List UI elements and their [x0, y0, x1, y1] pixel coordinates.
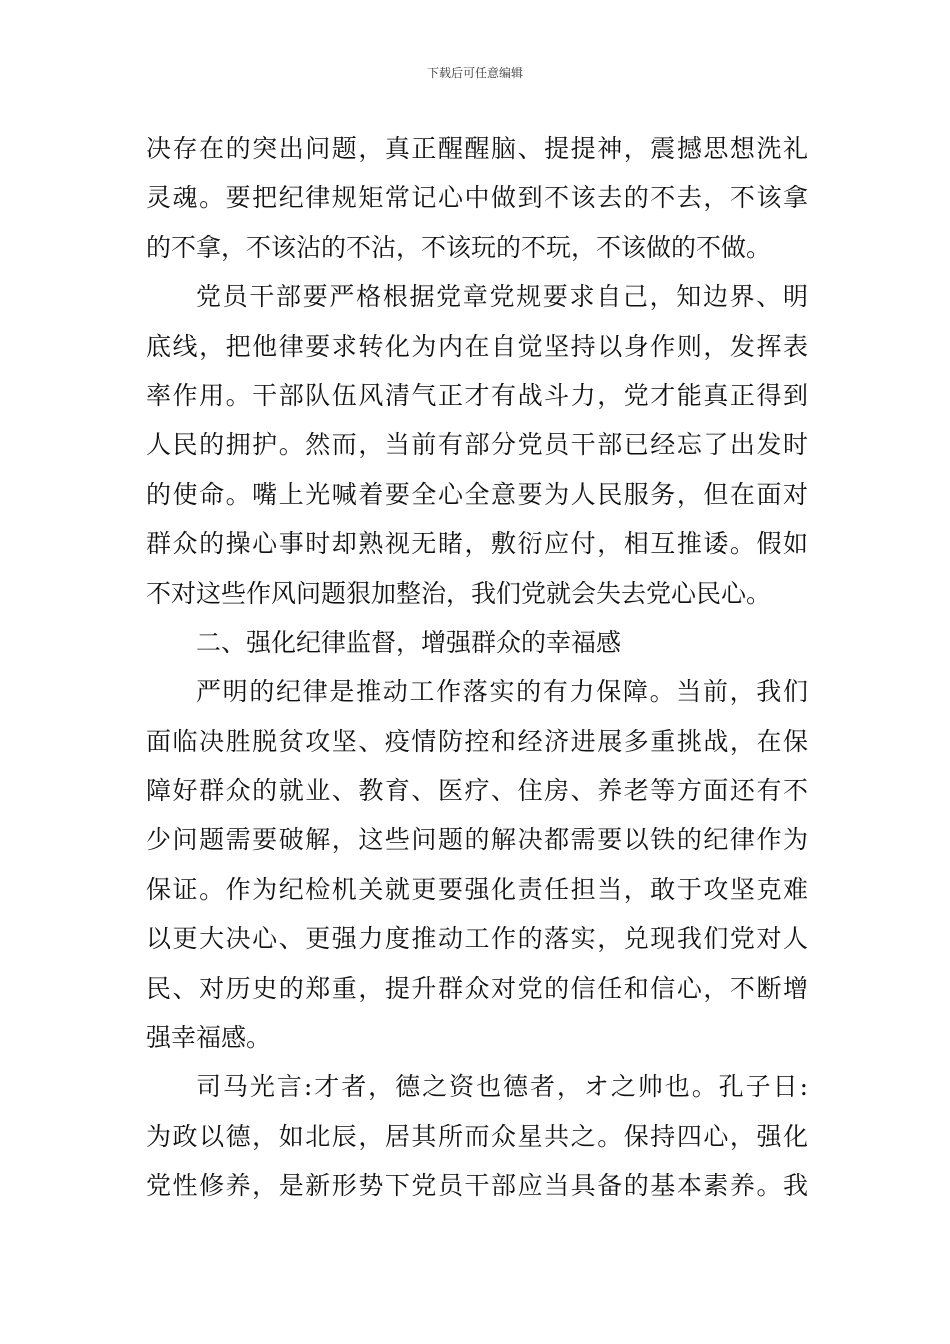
document-body — [146, 124, 808, 1211]
text-line: 二、强化纪律监督，增强群众的幸福感 — [196, 627, 622, 657]
text-line: 底线，把他律要求转化为内在自觉坚持以身作则，发挥表 — [146, 331, 808, 361]
text-line: 党员干部要严格根据党章党规要求自己，知边界、明 — [196, 282, 808, 312]
text-line: 少问题需要破解，这些问题的解决都需要以铁的纪律作为 — [146, 825, 808, 855]
text-line: 灵魂。要把纪律规矩常记心中做到不该去的不去，不该拿 — [146, 183, 808, 213]
text-line: 强幸福感。 — [146, 1023, 272, 1053]
text-line: 障好群众的就业、教育、医疗、住房、养老等方面还有不 — [146, 776, 808, 806]
text-line: 率作用。干部队伍风清气正才有战斗力，党才能真正得到 — [146, 380, 808, 410]
text-line: 以更大决心、更强力度推动工作的落实，兑现我们党对人 — [146, 924, 808, 954]
text-line: 严明的纪律是推动工作落实的有力保障。当前，我们 — [196, 677, 808, 707]
text-line: 决存在的突出问题，真正醒醒脑、提提神，震撼思想洗礼 — [146, 134, 808, 163]
text-line: 民、对历史的郑重，提升群众对党的信任和信心，不断增 — [146, 973, 808, 1003]
text-line: 司马光言:才者，德之资也德者，オ之帅也。孔子日: — [196, 1072, 808, 1102]
text-line: 的使命。嘴上光喊着要全心全意要为人民服务，但在面对 — [146, 479, 808, 509]
page-header-note: 下载后可任意编辑 — [426, 66, 523, 80]
text-line: 面临决胜脱贫攻坚、疫情防控和经济进展多重挑战，在保 — [146, 726, 808, 756]
text-line: 人民的拥护。然而，当前有部分党员干部已经忘了出发时 — [146, 430, 808, 460]
text-line: 的不拿，不该沾的不沾，不该玩的不玩，不该做的不做。 — [146, 232, 772, 262]
text-line: 为政以德，如北辰，居其所而众星共之。保持四心，强化 — [146, 1121, 808, 1151]
text-line: 不对这些作风问题狠加整治，我们党就会失去党心民心。 — [146, 578, 772, 608]
text-line: 保证。作为纪检机关就更要强化责任担当，敢于攻坚克难 — [146, 874, 808, 904]
text-line: 群众的操心事时却熟视无睹，敷衍应付，相互推诿。假如 — [146, 529, 808, 559]
text-line: 党性修养，是新形势下党员干部应当具备的基本素养。我 — [146, 1171, 808, 1201]
